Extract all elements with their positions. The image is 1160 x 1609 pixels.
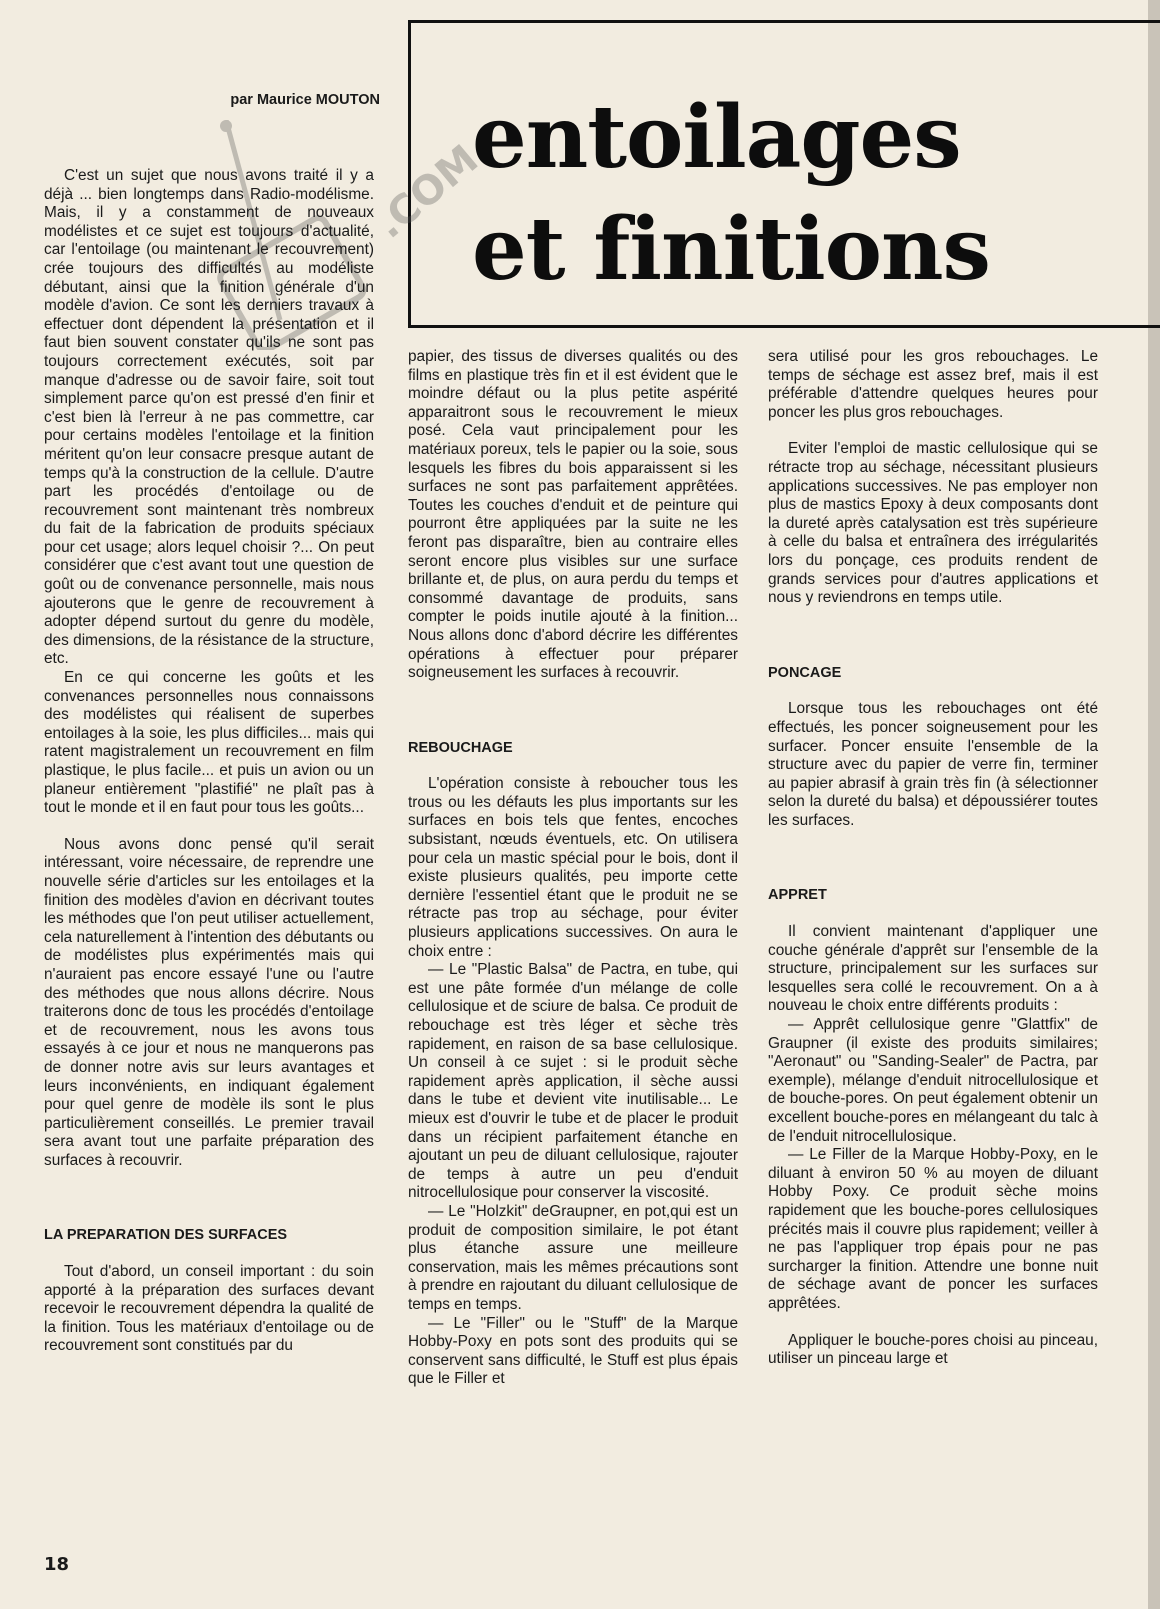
paragraph: — Le Filler de la Marque Hobby-Poxy, en le diluant à environ 50 % au moyen de diluant Hobby Poxy. Ce produit sèche moins rapidement que les bouche-pores cellulosiques précités mais il couvre plus rapidement; veiller à ne pas l'appliquer trop épais pour ne pas surcharger la finition. Attendre une bonne nuit de séchage avant de poncer les surfaces apprêtées. — [768, 1146, 1098, 1312]
paragraph: — Apprêt cellulosique genre "Glattfix" de Graupner (il existe des produits similaires; "Aeronaut" ou "Sanding-Sealer" de Pactra, par exemple), mélange d'enduit nitrocellulosique et de bouche-pores. On peut également obtenir un excellent bouche-pores en mélangeant du talc à de l'enduit nitrocellulosique. — [768, 1016, 1098, 1145]
paragraph: — Le "Holzkit" deGraupner, en pot,qui est un produit de composition similaire, le pot étant plus étanche assure une meilleure conservation, mais les mêmes précautions sont à prendre en rajoutant du diluant cellulosique de temps en temps. — [408, 1202, 738, 1313]
article-title — [472, 82, 1160, 306]
column-1 — [44, 167, 374, 1356]
paragraph: Il convient maintenant d'appliquer une couche générale d'apprêt sur l'ensemble de la structure, principalement sur les surfaces sur lesquelles sera collé le recouvrement. On a à nouveau le choix entre différents produits : — [768, 923, 1098, 1015]
paragraph: sera utilisé pour les gros rebouchages. Le temps de séchage est assez bref, mais il est préférable d'attendre quelques heures pour poncer les plus gros rebouchages. — [768, 348, 1098, 421]
section-heading: PONCAGE — [768, 664, 842, 681]
section-heading: LA PREPARATION DES SURFACES — [44, 1227, 288, 1244]
paragraph: Lorsque tous les rebouchages ont été effectués, les poncer soigneusement pour les surfacer. Poncer ensuite l'ensemble de la structure avec du papier de verre fin, terminer au papier abrasif à grain très fin (à sélectionner selon la dureté du balsa) et dépoussiérer toutes les surfaces. — [768, 700, 1098, 829]
paragraph: — Le "Filler" ou le "Stuff" de la Marque Hobby-Poxy en pots sont des produits qui se conservent sans difficulté, le Stuff est plus épais que le Filler et — [408, 1314, 738, 1388]
column-3 — [768, 348, 1098, 1369]
watermark-text: .COM — [366, 136, 488, 248]
column-2 — [408, 348, 738, 1389]
page-number: 18 — [44, 1554, 70, 1575]
paragraph: — Le "Plastic Balsa" de Pactra, en tube, qui est une pâte formée d'un mélange de colle cellulosique et de sciure de balsa. Ce produit de rebouchage est très léger et sèche très rapidement, en raison de sa base cellulosique. Un conseil à ce sujet : si le produit sèche rapidement après application, il sèche aussi dans le tube et devient vite inutilisable... Le mieux est d'ouvrir le tube et de placer le produit dans un récipient parfaitement étanche en ajoutant un peu de diluant cellulosique, rajouter de temps à autre un peu d'enduit nitrocellulosique pour conserver la viscosité. — [408, 961, 738, 1202]
paragraph: C'est un sujet que nous avons traité il y a déjà ... bien longtemps dans Radio-modélisme. Mais, il y a constamment de nouveaux modélistes et ce sujet est toujours d'actualité, car l'entoilage (ou maintenant le recouvrement) crée toujours des difficultés au modéliste débutant, ainsi que la finition générale d'un modèle d'avion. Ce sont les derniers travaux à effectuer dont dépendent la présentation et il faut bien souvent constater qu'ils ne sont pas toujours correctement exécutés, soit par manque d'adresse ou de savoir faire, soit tout simplement parce qu'on est pressé d'en finir et c'est bien là l'erreur à ne pas commettre, car pour certains modèles l'entoilage et la finition méritent qu'on leur consacre presque autant de temps qu'à la construction de la cellule. D'autre part les procédés d'entoilage ou de recouvrement sont maintenant très nombreux du fait de la fabrication de produits spéciaux pour cet usage; alors lequel choisir ?... On peut considérer que c'est avant tout une question de goût ou de convenance personnelle, mais nous ajouterons que le genre de recouvrement à adopter dépend surtout du genre du modèle, des dimensions, de la résistance de la structure, etc. — [44, 167, 374, 668]
paragraph: Appliquer le bouche-pores choisi au pinceau, utiliser un pinceau large et — [768, 1331, 1098, 1368]
paragraph: En ce qui concerne les goûts et les convenances personnelles nous connaissons des modélistes qui réalisent de superbes entoilages à la soie, les plus difficiles... mais qui ratent magistralement un recouvrement en film plastique, le plus facile... et puis un avion ou un planeur entièrement "plastifié" ne plaît pas à tout le monde et il en faut pour tous les goûts... — [44, 669, 374, 817]
title-line-2: et finitions — [472, 199, 990, 300]
paragraph: papier, des tissus de diverses qualités ou des films en plastique très fin et il est évident que le moindre défaut ou la plus petite aspérité apparaitront sous le recouvrement le mieux posé. Cela vaut principalement pour les matériaux poreux, tels le papier ou la soie, sous lesquels les fibres du bois apparaissent si les surfaces ne sont pas parfaitement apprêtées. Toutes les couches d'enduit et de peinture qui pourront être appliquées par la suite ne les feront pas disparaître, bien au contraire elles seront encore plus visibles sur une surface brillante et, de plus, on aura perdu du temps et consommé davantage de produits, sans compter le poids inutile ajouté à la finition... Nous allons donc d'abord décrire les différentes opérations à effectuer pour préparer soigneusement les surfaces à recouvrir. — [408, 348, 738, 682]
title-line-1: entoilages — [472, 87, 961, 188]
section-heading: REBOUCHAGE — [408, 739, 513, 756]
paragraph: L'opération consiste à reboucher tous les trous ou les défauts les plus importants sur les surfaces en bois tels que fentes, encoches subsistant, nœuds éventuels, etc. On utilisera pour cela un mastic spécial pour le bois, dont il existe plusieurs qualités, peu importe cette dernière l'essentiel étant que le produit ne se rétracte pas trop au séchage, pour éviter plusieurs applications successives. On aura le choix entre : — [408, 775, 738, 960]
paragraph: Eviter l'emploi de mastic cellulosique qui se rétracte trop au séchage, nécessitant plusieurs applications successives. Ne pas employer non plus de mastics Epoxy à deux composants dont la dureté après catalysation est très supérieure à celle du balsa et entraînera des irrégularités lors du ponçage, ces produits rendent de grands services pour d'autres applications et nous y reviendrons en temps utile. — [768, 440, 1098, 607]
paragraph: Nous avons donc pensé qu'il serait intéressant, voire nécessaire, de reprendre une nouvelle série d'articles sur les entoilages et la finition des modèles d'avion en décrivant toutes les méthodes que l'on peut utiliser actuellement, cela naturellement à l'intention des débutants ou de modélistes plus expérimentés mais qui n'auraient pas encore essayé l'une ou l'autre des méthodes que nous allons décrire. Nous traiterons donc de tous les procédés d'entoilage et de recouvrement, nous les avons tous essayés à ce jour et nous ne manquerons pas de donner notre avis sur leurs avantages et leurs inconvénients, en indiquant également pour quel genre de modèle ils sont le plus particulièrement conseillés. Le premier travail sera avant tout une parfaite préparation des surfaces à recouvrir. — [44, 835, 374, 1169]
section-heading: APPRET — [768, 887, 827, 904]
byline: par Maurice MOUTON — [230, 92, 380, 108]
paragraph: Tout d'abord, un conseil important : du soin apporté à la préparation des surfaces devant recevoir le recouvrement dépendra la qualité de la finition. Tous les matériaux d'entoilage ou de recouvrement sont constitués par du — [44, 1263, 374, 1355]
